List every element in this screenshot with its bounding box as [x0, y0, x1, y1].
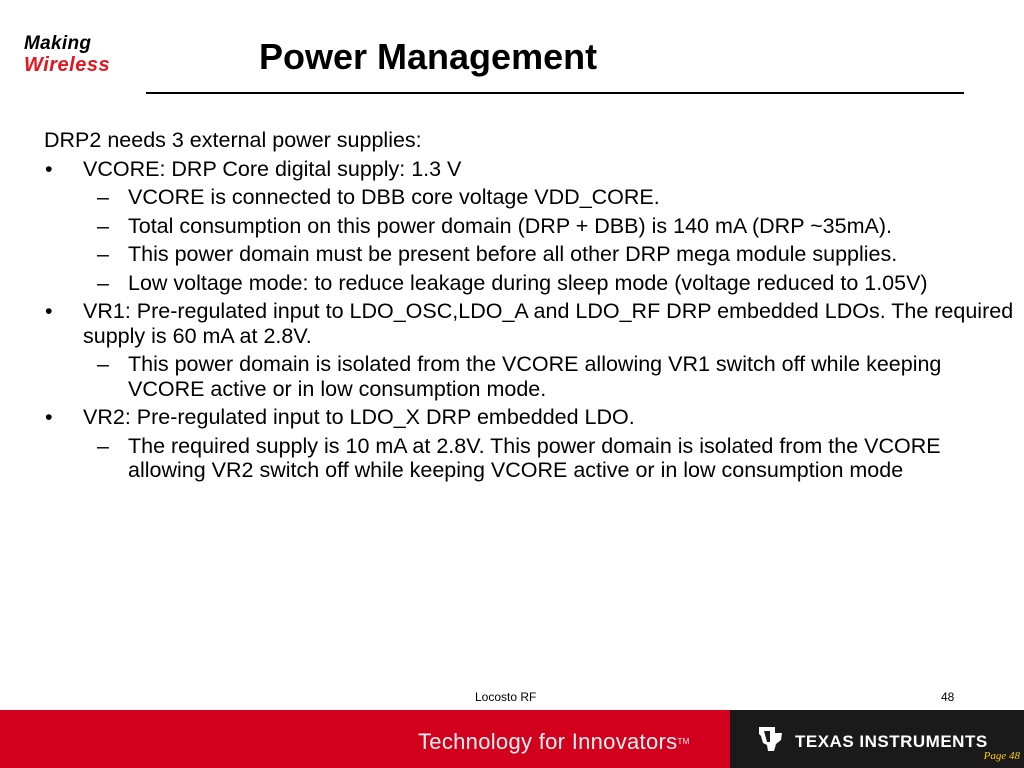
dash-marker: –	[97, 433, 109, 458]
bullet-text: VR2: Pre-regulated input to LDO_X DRP embedded LDO.	[83, 405, 635, 429]
title-underline	[146, 92, 964, 94]
tagline	[418, 729, 690, 755]
dash-marker: –	[97, 185, 109, 209]
dash-marker: –	[97, 270, 109, 295]
footer-center-text: Locosto RF	[475, 690, 537, 704]
sub-bullet-text: The required supply is 10 mA at 2.8V. This power domain is isolated from the VCORE allowing VR2 switch off while keeping VCORE active or in low consumption mode	[128, 433, 941, 482]
intro-text: DRP2 needs 3 external power supplies:	[44, 128, 422, 152]
trademark-mark: TM	[677, 737, 690, 746]
sub-bullet-text: This power domain is isolated from the VCORE allowing VR1 switch off while keeping VCORE active or in low consumption mode.	[128, 352, 942, 401]
sub-bullet	[44, 352, 1014, 401]
bullet-text: VR1: Pre-regulated input to LDO_OSC,LDO_A and LDO_RF DRP embedded LDOs. The required supply is 60 mA at 2.8V.	[83, 299, 1014, 348]
ti-logo-panel	[730, 710, 1024, 768]
footer-banner	[0, 710, 1024, 768]
bullet-vr1	[44, 299, 1014, 348]
sub-bullet	[44, 185, 1014, 210]
sub-bullet	[44, 271, 1014, 296]
sub-bullet	[44, 434, 1014, 483]
dash-marker: –	[97, 213, 109, 238]
bullet-vcore	[44, 157, 1014, 182]
bullet-vr2	[44, 405, 1014, 430]
bullet-marker: •	[45, 299, 53, 323]
slide-title: Power Management	[259, 36, 598, 77]
sub-bullet	[44, 214, 1014, 239]
sub-bullet-text: This power domain must be present before all other DRP mega module supplies.	[128, 242, 898, 266]
making-wireless-logo	[24, 34, 154, 76]
sub-bullet	[44, 242, 1014, 267]
texas-instruments-logo-icon	[755, 724, 785, 754]
page-label: Page 48	[983, 750, 1020, 762]
bullet-text: VCORE: DRP Core digital supply: 1.3 V	[83, 156, 462, 181]
tagline-text: Technology for Innovators	[418, 729, 678, 754]
bullet-marker: •	[45, 405, 53, 429]
slide-body	[44, 128, 1014, 487]
footer-page-number: 48	[941, 690, 955, 704]
company-name: TEXAS INSTRUMENTS	[795, 732, 988, 751]
sub-bullet-text: VCORE is connected to DBB core voltage VDD_CORE.	[128, 185, 660, 209]
dash-marker: –	[97, 352, 109, 376]
dash-marker: –	[97, 242, 109, 266]
sub-bullet-text: Low voltage mode: to reduce leakage during sleep mode (voltage reduced to 1.05V)	[128, 270, 928, 295]
logo-line-making: Making	[24, 33, 92, 54]
sub-bullet-text: Total consumption on this power domain (DRP + DBB) is 140 mA (DRP ~35mA).	[128, 213, 892, 238]
bullet-marker: •	[45, 156, 53, 181]
logo-line-wireless: Wireless	[24, 54, 111, 76]
